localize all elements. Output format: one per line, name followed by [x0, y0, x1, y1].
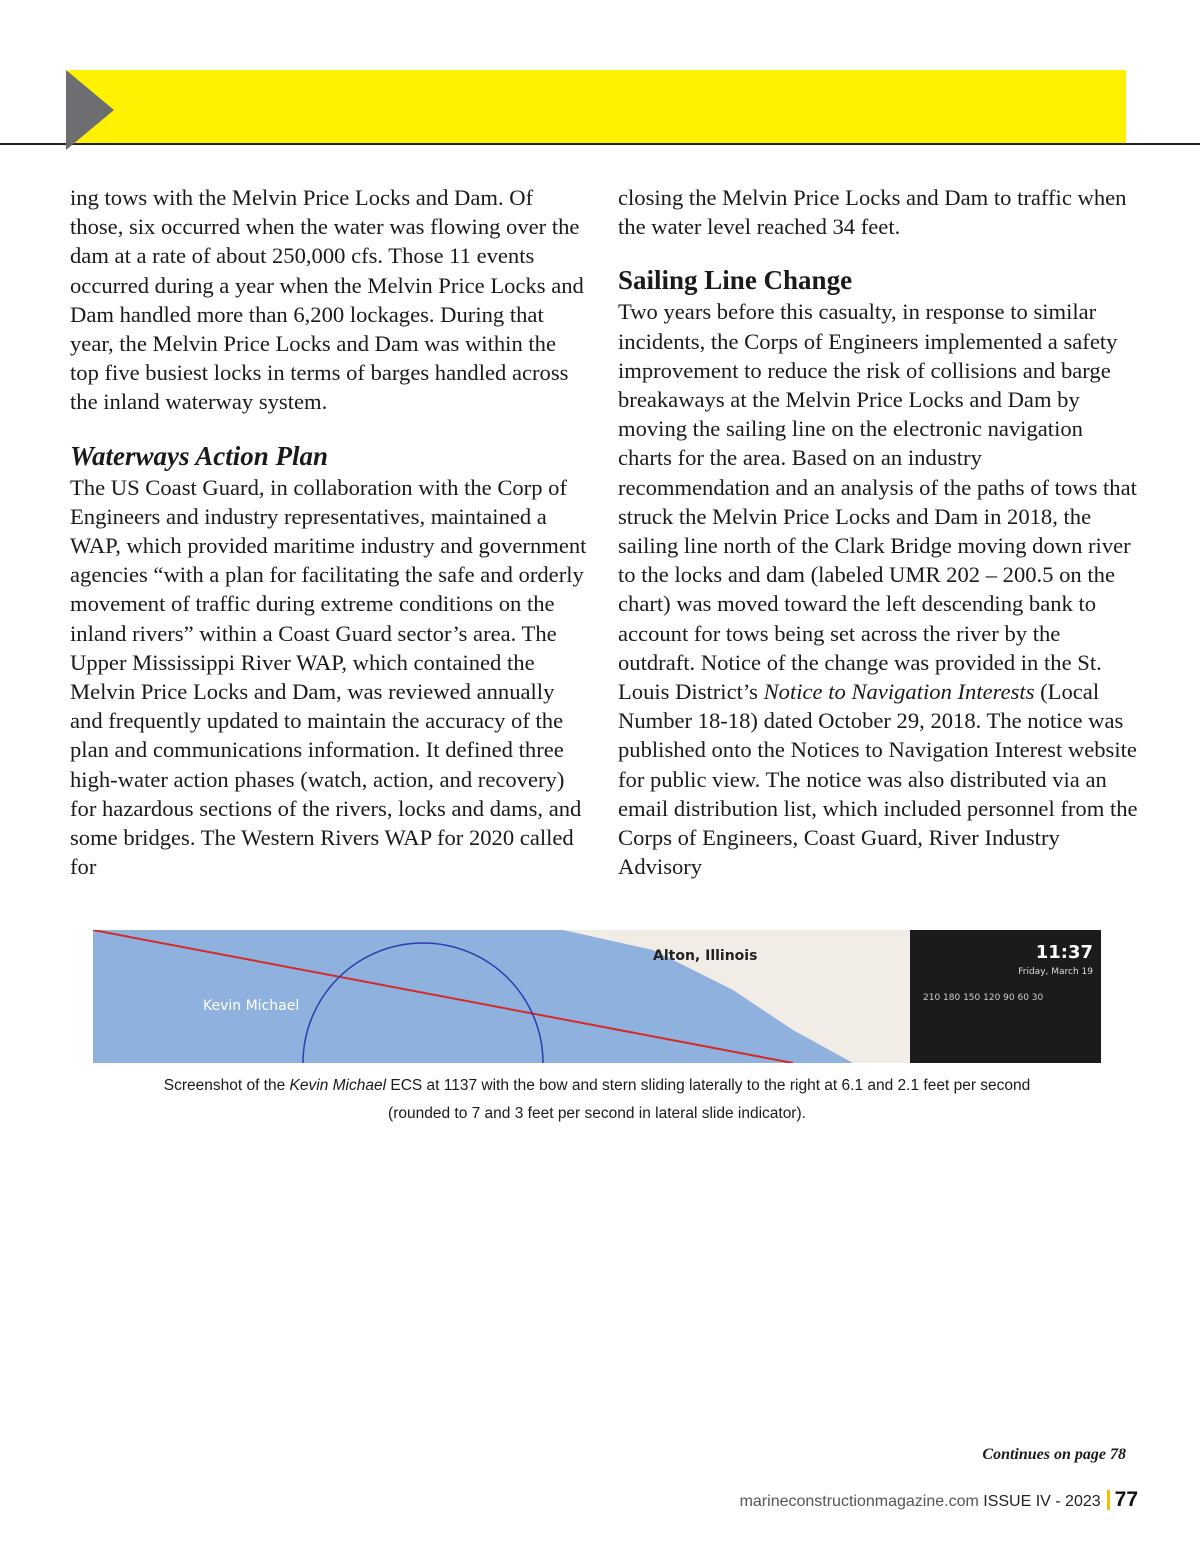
- header-rule-tick: [0, 143, 12, 145]
- banner-arrow-icon: [66, 70, 114, 150]
- notice-title: Notice to Navigation Interests: [763, 679, 1035, 705]
- right-paragraph-1: closing the Melvin Price Locks and Dam to traffic when the water level reached 34 feet.: [618, 185, 1127, 240]
- figure-caption: [93, 1072, 1101, 1128]
- section-banner: [68, 70, 1126, 143]
- caption-line-1: [93, 1072, 1101, 1100]
- chart-image: [93, 930, 1101, 1063]
- footer-divider: [1107, 1490, 1110, 1510]
- caption-line-2: (rounded to 7 and 3 feet per second in lateral slide indicator).: [388, 1105, 806, 1122]
- left-paragraph-2: The US Coast Guard, in collaboration with the Corp of Engineers and industry representatives, maintained a WAP, which provided maritime industry and government agencies “with a plan for facilitating the safe and orderly movement of traffic during extreme conditions on the inland rivers” within a Coast Guard sector’s area. The Upper Mississippi River WAP, which contained the Melvin Price Locks and Dam, was reviewed annually and frequently updated to maintain the accuracy of the plan and communications information. It defined three high-water action phases (watch, action, and recovery) for hazardous sections of the rivers, locks and dams, and some bridges. The Western Rivers WAP for 2020 called for: [70, 474, 587, 880]
- continues-note: Continues on page 78: [982, 1446, 1126, 1463]
- waterways-heading: Waterways Action Plan: [70, 440, 329, 471]
- caption-vessel-name: Kevin Michael: [289, 1077, 387, 1094]
- footer-site: marineconstructionmagazine.com: [739, 1493, 979, 1510]
- right-column: [618, 183, 1138, 881]
- right-paragraph-2-b: (Local Number 18-18) dated October 29, 2018. The notice was published onto the Notices to Navigation Interest website for public view. The notice was also distributed via an email distribution list, which included personnel from the Corps of Engineers, Coast Guard, River Industry Advisory: [618, 679, 1138, 880]
- left-column: [70, 183, 590, 881]
- city-label: Alton, Illinois: [653, 948, 758, 964]
- vessel-label: Kevin Michael: [203, 998, 300, 1014]
- right-paragraph-2: [618, 297, 1138, 881]
- caption-post: ECS at 1137 with the bow and stern sliding laterally to the right at 6.1 and 2.1 feet per second: [386, 1077, 1031, 1094]
- sailing-line-heading: Sailing Line Change: [618, 265, 853, 296]
- left-paragraph-1: ing tows with the Melvin Price Locks and Dam. Of those, six occurred when the water was flowing over the dam at a rate of about 250,000 cfs. Those 11 events occurred during a year when the Melvin Price Locks and Dam handled more than 6,200 lockages. During that year, the Melvin Price Locks and Dam was within the top five busiest locks in terms of barges handled across the inland waterway system.: [70, 185, 584, 415]
- panel-time: 11:37: [1035, 942, 1093, 963]
- footer-issue: ISSUE IV - 2023: [983, 1493, 1101, 1510]
- panel-date: Friday, March 19: [1018, 967, 1093, 977]
- page-number: 77: [1114, 1488, 1138, 1511]
- panel-scale: 210 180 150 120 90 60 30: [923, 993, 1044, 1003]
- header-rule: [0, 143, 1200, 145]
- page-footer: [740, 1488, 1138, 1512]
- right-paragraph-2-a: Two years before this casualty, in response to similar incidents, the Corps of Engineers implemented a safety improvement to reduce the risk of collisions and barge breakaways at the Melvin Price Locks and Dam by moving the sailing line on the electronic navigation charts for the area. Based on an industry recommendation and an analysis of the paths of tows that struck the Melvin Price Locks and Dam in 2018, the sailing line north of the Clark Bridge moving down river to the locks and dam (labeled UMR 202 – 200.5 on the chart) was moved toward the left descending bank to account for tows being set across the river by the outdraft. Notice of the change was provided in the St. Louis District’s: [618, 299, 1137, 705]
- caption-pre: Screenshot of the: [163, 1077, 290, 1094]
